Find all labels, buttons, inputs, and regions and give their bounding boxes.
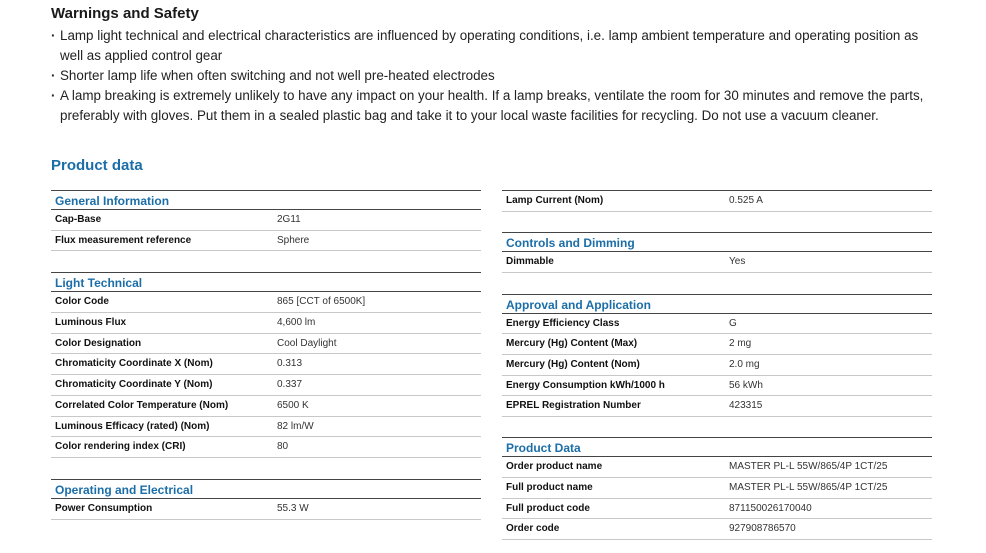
spec-value: 0.313	[277, 358, 303, 370]
spec-label: Energy Efficiency Class	[506, 317, 620, 329]
spec-row	[502, 457, 932, 478]
warning-item: · A lamp breaking is extremely unlikely to have any impact on your health. If a lamp breaks, ventilate the room for 30 minutes and remove the parts, preferably with gloves. Put them in a sealed plastic bag and take it to your local waste facilities for recycling. Do not use a vacuum cleaner.	[51, 86, 931, 126]
spec-label: Mercury (Hg) Content (Nom)	[506, 359, 640, 371]
spec-label: Energy Consumption kWh/1000 h	[506, 379, 665, 391]
spec-value: 2 mg	[729, 338, 752, 350]
spec-row	[51, 231, 481, 252]
spec-value: Yes	[729, 256, 746, 267]
spec-value: 871150026170040	[729, 502, 812, 514]
spec-row	[502, 355, 932, 376]
spec-value: 865 [CCT of 6500K]	[277, 296, 366, 308]
spec-label: Luminous Flux	[55, 317, 127, 329]
group-heading-product: Product Data	[502, 437, 932, 457]
spec-row	[51, 210, 481, 231]
spec-label: Correlated Color Temperature (Nom)	[55, 399, 229, 411]
spec-label: Color Designation	[55, 337, 142, 349]
spec-row	[51, 417, 481, 438]
product-data-title: Product data	[51, 157, 143, 174]
spec-row	[51, 396, 481, 417]
spec-label: Lamp Current (Nom)	[506, 195, 604, 206]
group-heading-light: Light Technical	[51, 272, 481, 292]
spec-value: 6500 K	[277, 399, 309, 411]
spec-label: Order code	[506, 523, 560, 535]
spec-label: Mercury (Hg) Content (Max)	[506, 338, 638, 350]
spec-row	[502, 396, 932, 417]
spec-row	[502, 519, 932, 540]
spec-value: 4,600 lm	[277, 317, 316, 329]
spec-label: Chromaticity Coordinate Y (Nom)	[55, 379, 213, 391]
spec-label: Power Consumption	[55, 502, 153, 514]
spec-row	[51, 375, 481, 396]
spec-value: MASTER PL-L 55W/865/4P 1CT/25	[729, 481, 888, 493]
warning-item: · Shorter lamp life when often switching and not well pre-heated electrodes	[51, 66, 931, 86]
right-spec-column	[502, 190, 932, 540]
spec-row	[502, 376, 932, 397]
spec-value: G	[729, 317, 737, 329]
spec-row	[502, 334, 932, 355]
group-heading-general: General Information	[51, 190, 481, 210]
spec-label: Luminous Efficacy (rated) (Nom)	[55, 420, 210, 432]
spec-label: Color rendering index (CRI)	[55, 441, 186, 453]
spec-row	[51, 437, 481, 458]
spec-value: 423315	[729, 400, 763, 412]
spec-row	[51, 354, 481, 375]
spec-value: Sphere	[277, 234, 310, 246]
warnings-list	[51, 26, 931, 126]
spec-value: 0.525 A	[729, 195, 763, 206]
spec-row	[51, 313, 481, 334]
spec-row	[51, 499, 481, 520]
spec-label: Flux measurement reference	[55, 234, 192, 246]
spec-row	[502, 499, 932, 520]
spec-label: Order product name	[506, 461, 603, 473]
spec-label: Color Code	[55, 296, 109, 308]
spec-value: 0.337	[277, 379, 303, 391]
spec-value: 55.3 W	[277, 502, 309, 514]
group-heading-operating: Operating and Electrical	[51, 479, 481, 499]
spec-value: 927908786570	[729, 523, 796, 535]
spec-value: 2.0 mg	[729, 359, 760, 371]
spec-value: Cool Daylight	[277, 337, 337, 349]
spec-row	[502, 190, 932, 212]
spec-value: 80	[277, 441, 289, 453]
spec-value: 2G11	[277, 214, 301, 225]
spec-value: 56 kWh	[729, 379, 763, 391]
spec-label: EPREL Registration Number	[506, 400, 641, 412]
spec-row	[502, 478, 932, 499]
spec-label: Cap-Base	[55, 214, 102, 225]
spec-label: Dimmable	[506, 256, 554, 267]
spec-label: Full product code	[506, 502, 590, 514]
spec-row	[502, 252, 932, 273]
spec-label: Chromaticity Coordinate X (Nom)	[55, 358, 213, 370]
warning-item: · Lamp light technical and electrical characteristics are influenced by operating conditions, i.e. lamp ambient temperature and operating position as well as applied control gear	[51, 26, 931, 66]
group-heading-controls: Controls and Dimming	[502, 232, 932, 252]
spec-row	[51, 292, 481, 313]
spec-row	[51, 334, 481, 355]
warnings-title: Warnings and Safety	[51, 5, 199, 22]
group-heading-approval: Approval and Application	[502, 294, 932, 314]
spec-row	[502, 314, 932, 335]
left-spec-column	[51, 190, 481, 520]
spec-value: 82 lm/W	[277, 420, 314, 432]
spec-label: Full product name	[506, 481, 593, 493]
spec-value: MASTER PL-L 55W/865/4P 1CT/25	[729, 461, 888, 473]
